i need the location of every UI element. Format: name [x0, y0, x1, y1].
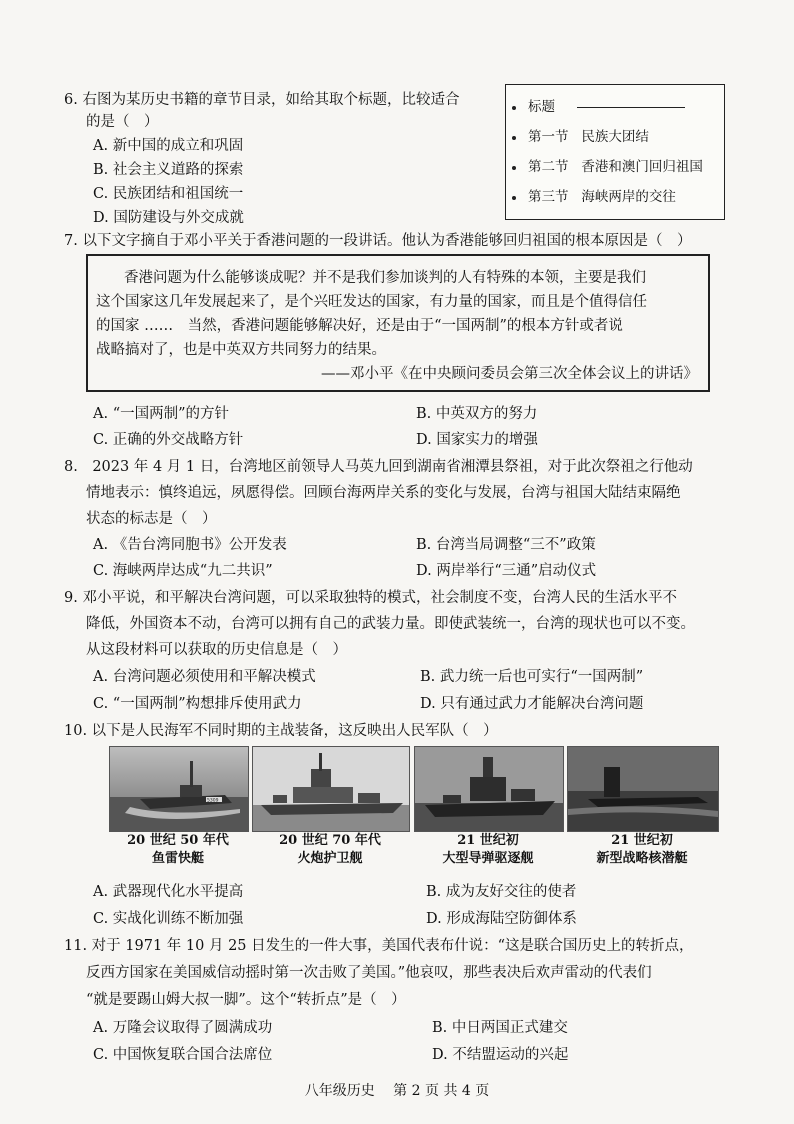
toc-section: 第二节 — [528, 159, 569, 175]
toc-section: 第三节 — [528, 189, 569, 205]
q10-option-b: B. 成为友好交往的使者 — [426, 884, 577, 900]
q10-option-c: C. 实战化训练不断加强 — [93, 911, 244, 927]
toc-title-blank — [577, 107, 685, 108]
caption-era: 20 世纪 50 年代 — [127, 833, 229, 848]
q11-option-c: C. 中国恢复联合国合法席位 — [93, 1047, 273, 1063]
ship-photo-frigate — [252, 746, 410, 832]
caption-era: 20 世纪 70 年代 — [279, 833, 381, 848]
q7-quote-box — [86, 254, 710, 392]
hull-number: 5309 — [207, 798, 219, 804]
q11-option-d: D. 不结盟运动的兴起 — [432, 1047, 569, 1063]
q6-option-d: D. 国防建设与外交成就 — [93, 210, 244, 226]
caption-era: 21 世纪初 — [611, 833, 673, 848]
q6-option-a: A. 新中国的成立和巩固 — [93, 138, 244, 154]
quote-line-1: 香港问题为什么能够谈成呢？并不是我们参加谈判的人有特殊的本领，主要是我们 — [124, 270, 646, 286]
ship-caption-3 — [414, 832, 562, 868]
q8-line-1: 8. 2023 年 4 月 1 日，台湾地区前领导人马英九回到湖南省湘潭县祭祖，对于此次祭祖之行他动 — [64, 459, 693, 475]
q9-option-a: A. 台湾问题必须使用和平解决模式 — [93, 669, 316, 685]
q8-option-d: D. 两岸举行“三通”启动仪式 — [416, 563, 597, 579]
q7-option-d: D. 国家实力的增强 — [416, 432, 538, 448]
ship-caption-1 — [109, 832, 247, 868]
quote-source: ——邓小平《在中央顾问委员会第三次全体会议上的讲话》 — [321, 366, 698, 382]
q6-stem-line2: 的是（ ） — [86, 114, 159, 130]
caption-era: 21 世纪初 — [457, 833, 519, 848]
toc-row-2 — [512, 155, 703, 175]
q7-option-a: A. “一国两制”的方针 — [93, 406, 230, 422]
q8-line-3: 状态的标志是（ ） — [86, 511, 217, 527]
q8-line-2: 情地表示：慎终追远，夙愿得偿。回顾台海两岸关系的变化与发展，台湾与祖国大陆结束隔绝 — [86, 485, 681, 501]
q11-line-1: 11. 对于 1971 年 10 月 25 日发生的一件大事，美国代表布什说：“这是联合国历史上的转折点， — [64, 938, 694, 954]
toc-section: 第一节 — [528, 129, 569, 145]
ship-caption-4 — [567, 832, 717, 868]
quote-line-3: 的国家 …… 当然，香港问题能够解决好，还是由于“一国两制”的根本方针或者说 — [96, 318, 623, 334]
caption-name: 大型导弹驱逐舰 — [442, 851, 534, 866]
q7-option-b: B. 中英双方的努力 — [416, 406, 538, 422]
q11-option-b: B. 中日两国正式建交 — [432, 1020, 568, 1036]
caption-name: 火炮护卫舰 — [297, 851, 363, 866]
chapter-toc-box — [505, 84, 725, 220]
bullet-icon — [512, 136, 516, 140]
q11-line-2: 反西方国家在美国威信动摇时第一次击败了美国。”他哀叹，那些表决后欢声雷动的代表们 — [86, 965, 652, 981]
bullet-icon — [512, 106, 516, 110]
ship-photo-destroyer — [414, 746, 564, 832]
q10-option-d: D. 形成海陆空防御体系 — [426, 911, 577, 927]
toc-section-name: 民族大团结 — [581, 129, 649, 145]
q9-line-1: 9. 邓小平说，和平解决台湾问题，可以采取独特的模式，社会制度不变，台湾人民的生活水平不 — [64, 590, 677, 606]
q10-stem: 10. 以下是人民海军不同时期的主战装备，这反映出人民军队（ ） — [64, 723, 498, 739]
q6-stem-line1: 6. 右图为某历史书籍的章节目录，如给其取个标题，比较适合 — [64, 92, 460, 108]
toc-section-name: 海峡两岸的交往 — [581, 189, 676, 205]
ship-photo-submarine — [567, 746, 719, 832]
q6-option-b: B. 社会主义道路的探索 — [93, 162, 244, 178]
q7-option-c: C. 正确的外交战略方针 — [93, 432, 244, 448]
q7-stem: 7. 以下文字摘自于邓小平关于香港问题的一段讲话。他认为香港能够回归祖国的根本原因是（ ） — [64, 233, 692, 249]
q9-line-2: 降低，外国资本不动，台湾可以拥有自己的武装力量。即使武装统一，台湾的现状也可以不变。 — [86, 616, 695, 632]
q6-option-c: C. 民族团结和祖国统一 — [93, 186, 244, 202]
page-footer: 八年级历史 第 2 页 共 4 页 — [304, 1083, 490, 1099]
q8-option-a: A. 《告台湾同胞书》公开发表 — [93, 537, 287, 553]
q11-line-3: “就是要踢山姆大叔一脚”。这个“转折点”是（ ） — [86, 992, 406, 1008]
caption-name: 鱼雷快艇 — [151, 851, 204, 866]
ship-photo-torpedo-boat — [109, 746, 249, 832]
quote-line-2: 这个国家这几年发展起来了，是个兴旺发达的国家，有力量的国家，而且是个值得信任 — [96, 294, 647, 310]
q9-option-c: C. “一国两制”构想排斥使用武力 — [93, 696, 302, 712]
toc-title-label: 标题 — [528, 99, 555, 115]
q9-line-3: 从这段材料可以获取的历史信息是（ ） — [86, 642, 347, 658]
quote-line-4: 战略搞对了，也是中英双方共同努力的结果。 — [96, 342, 386, 358]
q9-option-d: D. 只有通过武力才能解决台湾问题 — [420, 696, 644, 712]
q8-option-c: C. 海峡两岸达成“九二共识” — [93, 563, 273, 579]
q10-option-a: A. 武器现代化水平提高 — [93, 884, 244, 900]
toc-title-row — [512, 95, 685, 115]
bullet-icon — [512, 166, 516, 170]
caption-name: 新型战略核潜艇 — [596, 851, 688, 866]
bullet-icon — [512, 196, 516, 200]
ship-caption-2 — [252, 832, 408, 868]
q9-option-b: B. 武力统一后也可实行“一国两制” — [420, 669, 644, 685]
toc-row-3 — [512, 185, 676, 205]
toc-row-1 — [512, 125, 649, 145]
q8-option-b: B. 台湾当局调整“三不”政策 — [416, 537, 596, 553]
toc-section-name: 香港和澳门回归祖国 — [581, 159, 703, 175]
q11-option-a: A. 万隆会议取得了圆满成功 — [93, 1020, 273, 1036]
